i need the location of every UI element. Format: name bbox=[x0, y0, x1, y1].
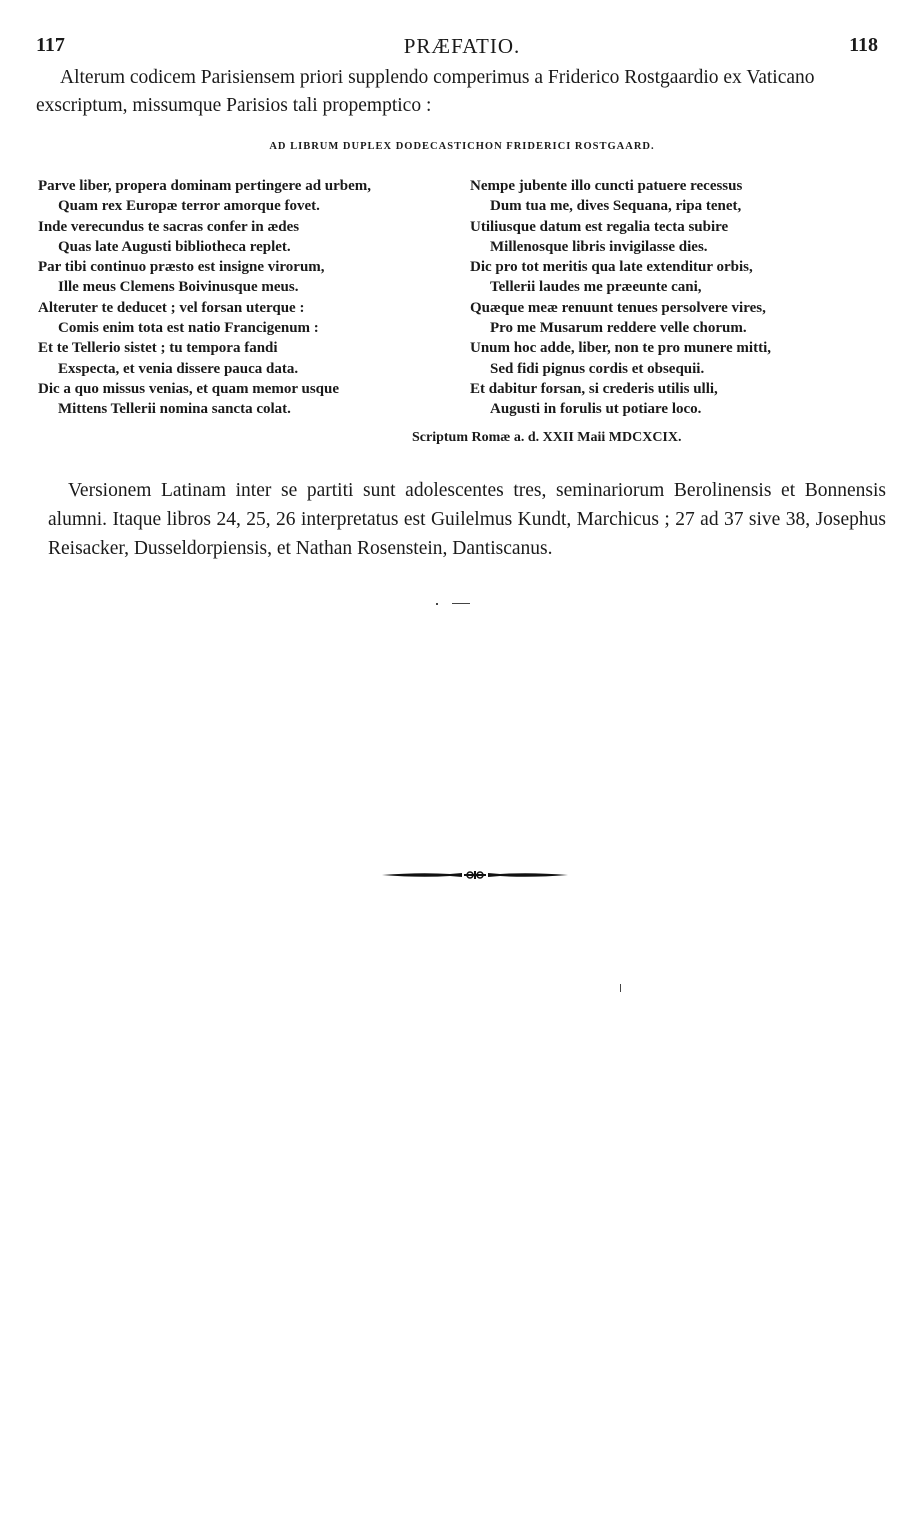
poem-line: Parve liber, propera dominam pertingere ad urbem, bbox=[38, 178, 372, 194]
poem-line: Dic pro tot meritis qua late extenditur orbis, bbox=[470, 259, 753, 276]
poem-line: Exspecta, et venia dissere pauca data. bbox=[58, 360, 299, 377]
poem-line: Nempe jubente illo cuncti patuere recessus bbox=[470, 178, 743, 194]
poem-line: Millenosque libris invigilasse dies. bbox=[490, 238, 708, 255]
intro-text: Alterum codicem Parisiensem priori supplendo comperimus a Friderico Rostgaardio ex Vaticano exscriptum, missumque Parisios tali propemptico : bbox=[36, 67, 815, 116]
poem-line: Mittens Tellerii nomina sancta colat. bbox=[58, 401, 291, 418]
poem-line: Unum hoc adde, liber, non te pro munere mitti, bbox=[470, 340, 771, 357]
poem-line: Par tibi continuo præsto est insigne virorum, bbox=[38, 259, 325, 276]
poem-line: Dic a quo missus venias, et quam memor usque bbox=[38, 380, 340, 397]
poem-line: Ille meus Clemens Boivinusque meus. bbox=[58, 279, 299, 296]
poem-line: Alteruter te deducet ; vel forsan uterque : bbox=[38, 299, 305, 316]
poem-line: Quam rex Europæ terror amorque fovet. bbox=[58, 198, 320, 215]
intro-paragraph bbox=[36, 64, 886, 120]
translation-text: Versionem Latinam inter se partiti sunt adolescentes tres, seminariorum Berolinensis et Bonnensis alumni. Itaque libros 24, 25, 26 interpretatus est Guilelmus Kundt, Marchicus ; 27 ad 37 sive 38, Josephus Reisacker, Dusseldorpiensis, et Nathan Rosenstein, Dantiscanus. bbox=[48, 480, 886, 559]
poem-line: Comis enim tota est natio Francigenum : bbox=[58, 320, 319, 337]
scan-speck bbox=[452, 603, 470, 604]
poem-title: AD LIBRUM DUPLEX DODECASTICHON FRIDERICI ROSTGAARD. bbox=[269, 141, 655, 152]
poem-signature: Scriptum Romæ a. d. XXII Maii MDCXCIX. bbox=[412, 430, 682, 445]
poem-line: Quas late Augusti bibliotheca replet. bbox=[58, 238, 291, 255]
poem-line: Augusti in forulis ut potiare loco. bbox=[490, 401, 702, 418]
poem-column-right bbox=[470, 176, 890, 420]
poem-line: Et dabitur forsan, si crederis utilis ulli, bbox=[470, 380, 718, 397]
poem-line: Inde verecundus te sacras confer in ædes bbox=[38, 218, 300, 235]
poem-column-left bbox=[38, 176, 458, 420]
page-number-right: 118 bbox=[849, 34, 878, 56]
poem-line: Tellerii laudes me præeunte cani, bbox=[490, 279, 702, 296]
poem-line: Pro me Musarum reddere velle chorum. bbox=[490, 320, 747, 337]
poem-line: Dum tua me, dives Sequana, ripa tenet, bbox=[490, 198, 742, 215]
poem-line: Et te Tellerio sistet ; tu tempora fandi bbox=[38, 340, 278, 357]
poem-line: Sed fidi pignus cordis et obsequii. bbox=[490, 360, 705, 377]
page-number-left: 117 bbox=[36, 34, 65, 56]
scan-speck bbox=[436, 603, 438, 605]
scan-speck bbox=[620, 984, 621, 992]
ornament-divider bbox=[380, 864, 570, 886]
poem-line: Quæque meæ renuunt tenues persolvere vires, bbox=[470, 299, 766, 316]
poem-line: Utiliusque datum est regalia tecta subire bbox=[470, 218, 729, 235]
running-title: PRÆFATIO. bbox=[403, 34, 521, 58]
translation-paragraph bbox=[48, 476, 886, 563]
